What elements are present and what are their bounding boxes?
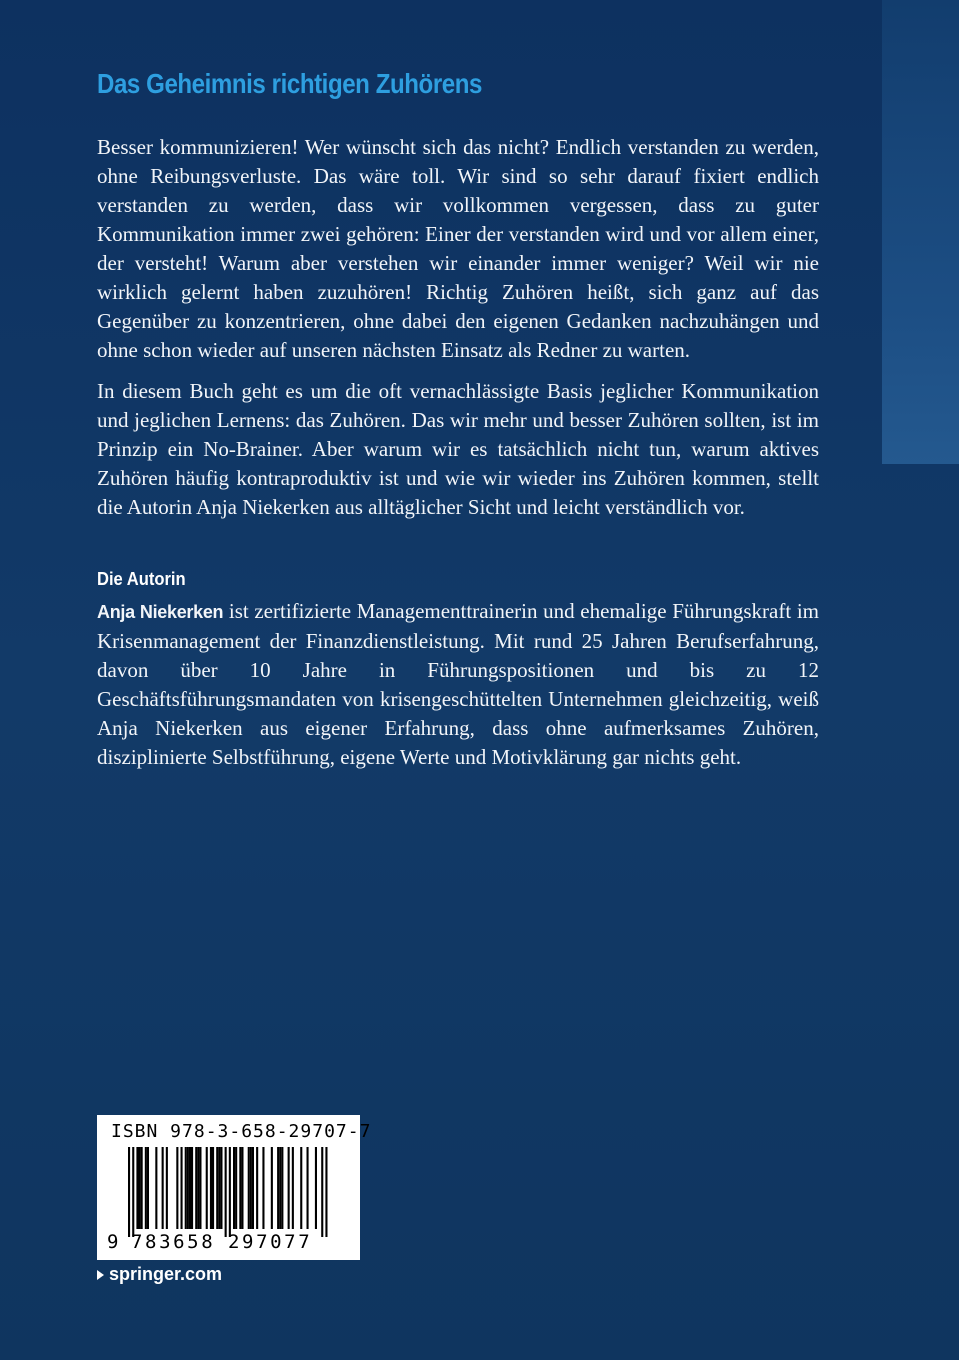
barcode-bar	[189, 1147, 191, 1229]
barcode-bar	[191, 1147, 193, 1229]
barcode-bar	[256, 1147, 258, 1229]
arrow-right-icon	[97, 1270, 104, 1280]
isbn-label: ISBN 978-3-658-29707-7	[111, 1121, 372, 1142]
barcode-bar	[229, 1147, 231, 1237]
barcode-bar	[176, 1147, 178, 1229]
barcode-bar	[145, 1147, 147, 1229]
barcode-bar	[136, 1147, 138, 1229]
barcode-bar	[187, 1147, 189, 1229]
book-description-paragraph: In diesem Buch geht es um die oft vernachlässigte Basis jeglicher Kommunikation und jeglichen Lernens: das Zuhören. Das wir mehr und besser Zuhören sollten, ist im Prinzip ein No-Brainer. Aber warum wir es tatsächlich nicht tun, warum aktives Zuhören häufig kontraproduktiv ist und wie wir wieder ins Zuhören kommen, stellt die Autorin Anja Niekerken aus alltäglicher Sicht und leicht verständlich vor.	[97, 379, 819, 519]
barcode-bar	[288, 1147, 290, 1229]
barcode-bar	[235, 1147, 237, 1229]
author-bio-paragraph	[97, 597, 819, 772]
barcode-bar	[185, 1147, 187, 1229]
barcode-bar	[262, 1147, 264, 1229]
barcode-bar	[250, 1147, 252, 1229]
barcode-bar	[279, 1147, 281, 1229]
barcode-bar	[292, 1147, 294, 1229]
barcode-bar	[166, 1147, 168, 1229]
barcode-bar	[197, 1147, 199, 1229]
barcode-bar	[281, 1147, 283, 1229]
barcode-bar	[239, 1147, 241, 1229]
barcode-bar	[325, 1147, 327, 1237]
isbn-barcode	[97, 1115, 372, 1260]
barcode-bar	[128, 1147, 130, 1237]
barcode-bar	[212, 1147, 214, 1229]
barcode-bar	[210, 1147, 212, 1229]
barcode-bar	[199, 1147, 201, 1229]
publisher-link[interactable]	[97, 1264, 222, 1285]
barcode-digit-first: 9	[107, 1231, 119, 1253]
barcode-bar	[220, 1147, 222, 1229]
barcode-digits-right: 297077	[228, 1231, 313, 1253]
barcode-bar	[241, 1147, 243, 1229]
author-heading: Die Autorin	[97, 569, 186, 589]
barcode-bar	[315, 1147, 317, 1229]
barcode-bar	[141, 1147, 143, 1229]
barcode-bar	[252, 1147, 254, 1229]
barcode-bar	[225, 1147, 227, 1237]
barcode-bar	[216, 1147, 218, 1229]
barcode-bar	[277, 1147, 279, 1229]
barcode-bar	[139, 1147, 141, 1229]
barcode-bar	[181, 1147, 183, 1229]
barcode-bar	[307, 1147, 309, 1229]
cover-title: Das Geheimnis richtigen Zuhörens	[97, 68, 482, 99]
barcode-digits-left: 783658	[131, 1231, 216, 1253]
barcode-bar	[321, 1147, 323, 1237]
barcode-bar	[206, 1147, 208, 1229]
barcode-bar	[271, 1147, 273, 1229]
barcode-bar	[300, 1147, 302, 1229]
barcode-bar	[218, 1147, 220, 1229]
side-accent-tab	[882, 0, 959, 464]
intro-paragraph: Besser kommunizieren! Wer wünscht sich das nicht? Endlich verstanden zu werden, ohne Reibungsverluste. Das wäre toll. Wir sind so sehr darauf fixiert endlich verstanden zu werden, dass wir vollkommen vergessen, dass zu guter Kommunikation immer zwei gehören: Einer der verstanden wird und vor allem einer, der versteht! Warum aber verstehen wir einander immer weniger? Weil wir nie wirklich gelernt haben zuzuhören! Richtig Zuhören heißt, sich ganz auf das Gegenüber zu konzentrieren, ohne dabei den eigenen Gedanken nachzuhängen und ohne schon wieder auf unseren nächsten Einsatz als Redner zu warten.	[97, 135, 819, 362]
barcode-bar	[132, 1147, 134, 1237]
barcode-bar	[147, 1147, 149, 1229]
barcode-bar	[233, 1147, 235, 1229]
barcode-bar	[248, 1147, 250, 1229]
barcode-bar	[195, 1147, 197, 1229]
barcode-bar	[162, 1147, 164, 1229]
barcode-bar	[155, 1147, 157, 1229]
author-name: Anja Niekerken	[97, 602, 224, 622]
author-bio-text: ist zertifizierte Managementtrainerin und ehemalige Führungskraft im Krisenmanagement der Finanzdienstleistung. Mit rund 25 Jahren Berufserfahrung, davon über 10 Jahre in Führungspositionen und bis zu 12 Geschäftsführungsmandaten von krisengeschüttelten Unternehmen gleichzeitig, weiß Anja Niekerken aus eigener Erfahrung, dass ohne aufmerksames Zuhören, disziplinierte Selbstführung, eigene Werte und Motivklärung gar nichts geht.	[97, 599, 819, 769]
publisher-website: springer.com	[109, 1264, 223, 1284]
